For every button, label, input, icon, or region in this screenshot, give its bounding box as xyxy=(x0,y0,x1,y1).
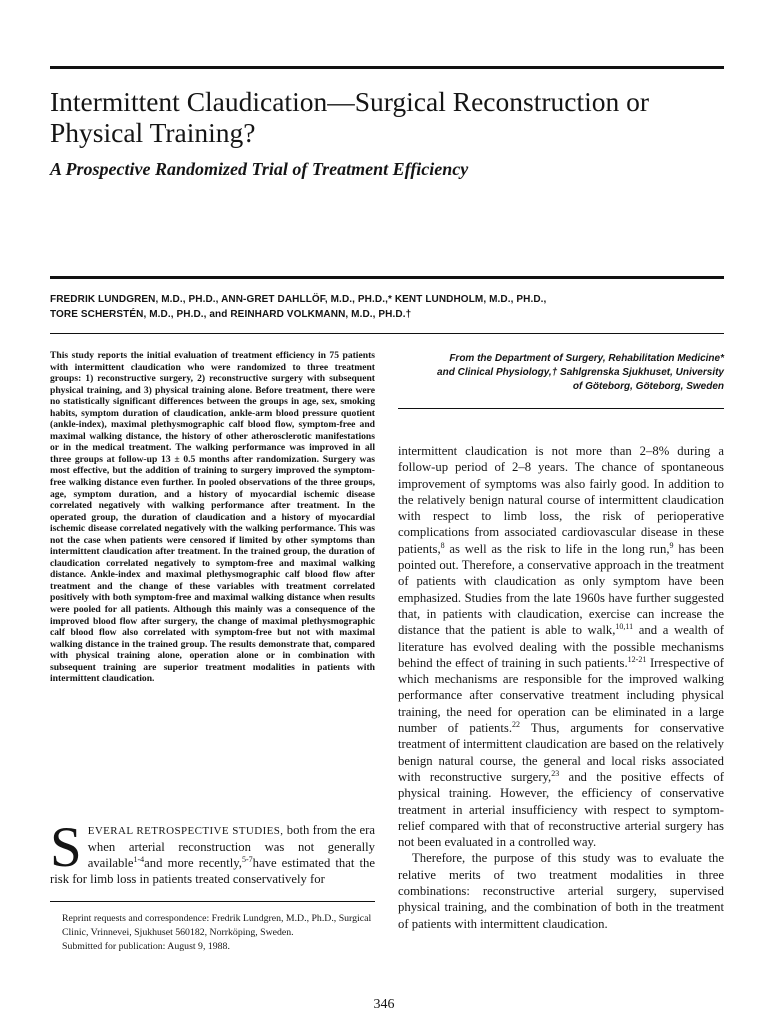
affiliation-line-1: From the Department of Surgery, Rehabilitation Medicine* xyxy=(449,353,724,364)
header-rule xyxy=(50,276,724,279)
citation-1-4: 1-4 xyxy=(133,854,145,864)
body-text-f: Thus, arguments for conservative treatment of intermittent claudication are based on the relatively benign natural course, the general and local risks associated with reconstructive surgery, xyxy=(398,721,724,784)
body-paragraph-2: Therefore, the purpose of this study was to evaluate the relative merits of two treatment modalities in three combinations: reconstructive arterial surgery, supervised physical training, and the combination of both in the treatment of patients with intermittent claudication. xyxy=(398,851,724,931)
drop-cap: S xyxy=(50,816,82,879)
article-title: Intermittent Claudication—Surgical Reconstruction or Physical Training? xyxy=(50,86,650,148)
abstract: This study reports the initial evaluation of treatment efficiency in 75 patients with intermittent claudication who were randomized to three treatment groups: 1) reconstructive surgery, 2) reconstructive surgery with subsequent physical training, and 3) physical training alone. Before treatment, there were no statistically significant differences between the groups in age, sex, smoking habits, symptom duration of claudication, ankle-arm blood pressure quotient (ankle-index), maximal plethysmographic calf blood flow, symptom-free and maximal walking distance, the history of other atherosclerotic manifestations or in the medical treatment. The walking performance was improved in all three groups at follow-up 13 ± 0.5 months after randomization. Surgery was most effective, but the addition of training to surgery improved the symptom-free walking distance even further. In pooled observations of the three groups, age, symptom duration, and a history of myocardial ischemic disease correlated negatively with walking performance after treatment. In the operated group, the duration of claudication and a history of myocardial ischemic disease correlated negatively with the walking performance. This was not the case when patients were censored if limited by other symptoms than intermittent claudication after treatment. In the trained group, the duration of claudication correlated negatively to symptom-free and maximal walking distance. Ankle-index and maximal plethysmographic calf blood flow after treatment and the change of these variables with treatment correlated positively with both symptom-free and maximal walking distance when results were pooled for all patients. Although this mainly was a consequence of the improved blood flow after surgery, the change of maximal plethysmographic calf blood flow also correlated with symptom-free but not with maximal walking distance in the trained group. The results demonstrate that, compared with physical training alone, operation alone or in combination with subsequent training are superior treatment modalities in patients with intermittent claudication. xyxy=(50,350,375,685)
intro-smallcaps: EVERAL RETROSPECTIVE STUDIES, xyxy=(87,825,284,837)
footnote xyxy=(50,912,375,954)
citation-12-21: 12-21 xyxy=(627,654,647,664)
body-text-e: Irrespective of which mechanisms are responsible for the improved walking performance after conservative treatment including physical training, the need for operation can be eliminated in a large number of patients. xyxy=(398,655,724,736)
body-text-g: and the positive effects of physical training. However, the efficiency of conservative treatment in arterial insufficiency with respect to symptom-relief compared with that of reconstructive arterial surgery has not been evaluated in a controlled way. xyxy=(398,769,724,850)
intro-text-3: have estimated that the risk for limb loss in patients treated conservatively for xyxy=(50,856,375,886)
citation-23: 23 xyxy=(551,768,560,778)
body-text xyxy=(398,443,724,932)
author-line-2: TORE SCHERSTÉN, M.D., PH.D., and REINHARD VOLKMANN, M.D., PH.D.† xyxy=(50,309,412,320)
intro-paragraph xyxy=(50,816,375,887)
citation-10-11: 10,11 xyxy=(615,622,634,632)
citation-22: 22 xyxy=(512,719,521,729)
page-number: 346 xyxy=(373,997,395,1012)
body-text-d: and a wealth of literature has evolved dealing with the possible mechanisms behind the effect of training in such patients. xyxy=(398,623,724,670)
footnote-rule xyxy=(50,901,375,902)
body-text-b: as well as the risk to life in the long run, xyxy=(444,541,670,556)
citation-5-7: 5-7 xyxy=(241,854,253,864)
citation-8: 8 xyxy=(440,540,445,550)
affiliation-line-2: and Clinical Physiology,† Sahlgrenska Sjukhuset, University xyxy=(437,367,724,378)
body-paragraph-1 xyxy=(398,443,724,850)
article-subtitle: A Prospective Randomized Trial of Treatment Efficiency xyxy=(50,159,469,179)
footnote-correspondence: Reprint requests and correspondence: Fredrik Lundgren, M.D., Ph.D., Surgical Clinic, Vrinnevei, Sjukhuset 560182, Norrköping, Sweden. xyxy=(62,913,372,938)
affiliation xyxy=(398,352,724,394)
body-text-a: intermittent claudication is not more than 2–8% during a follow-up period of 2–8 years. The chance of spontaneous improvement of symptoms was also fairly good. In addition to the relatively benign natural course of intermittent claudication with respect to limb loss, the risk of perioperative complications from associated cardiovascular disease in these patients, xyxy=(398,444,724,556)
top-rule xyxy=(50,66,724,69)
footnote-submitted: Submitted for publication: August 9, 1988. xyxy=(62,941,230,952)
affiliation-line-3: of Göteborg, Göteborg, Sweden xyxy=(572,381,724,392)
intro-text-2: and more recently, xyxy=(144,856,242,870)
author-list xyxy=(50,292,730,322)
body-text-c: has been pointed out. Therefore, a conservative approach in the treatment of patients with claudication as only symptom have been emphasized. Studies from the late 1960s have further suggested that, in patients with claudication, exercise can increase the distance that the patient is able to walk, xyxy=(398,541,724,638)
author-line-1: FREDRIK LUNDGREN, M.D., PH.D., ANN-GRET DAHLLÖF, M.D., PH.D.,* KENT LUNDHOLM, M.D., PH.D., xyxy=(50,294,547,305)
citation-9: 9 xyxy=(669,540,674,550)
affiliation-rule xyxy=(398,408,724,409)
intro-text-1: both from the era when arterial reconstruction was not generally available xyxy=(87,823,375,870)
author-rule xyxy=(50,333,724,334)
